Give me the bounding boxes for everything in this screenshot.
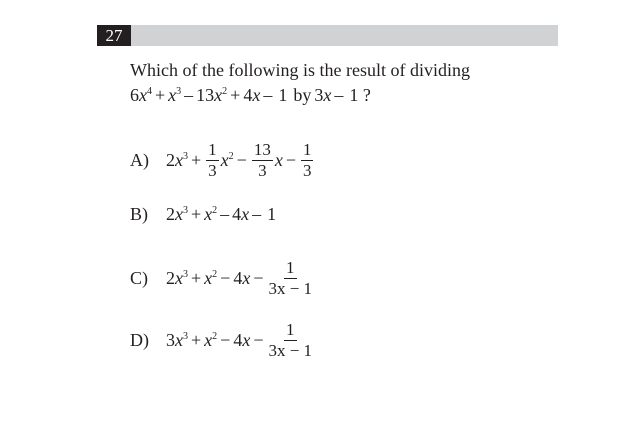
- exponent: 3: [176, 86, 182, 97]
- operator: −: [253, 268, 264, 288]
- operator: −: [220, 330, 231, 350]
- operator: −: [220, 268, 231, 288]
- variable: x: [204, 330, 213, 350]
- variable: x: [220, 150, 229, 170]
- term: [233, 268, 250, 289]
- coefficient: 4: [233, 268, 243, 288]
- option-label: B): [130, 204, 148, 224]
- variable: x: [274, 150, 283, 170]
- variable: x: [252, 85, 261, 105]
- option-expression: [166, 204, 279, 225]
- text-term: 1: [278, 85, 288, 105]
- numerator: 1: [208, 140, 217, 159]
- operator: –: [184, 85, 194, 105]
- term: [166, 268, 188, 289]
- operator: +: [191, 268, 202, 288]
- coefficient: 3: [314, 85, 324, 105]
- question-header-bar: [97, 25, 558, 46]
- variable: x: [323, 85, 332, 105]
- numerator: 1: [286, 320, 295, 339]
- operator: +: [191, 150, 202, 170]
- operator: –: [220, 204, 230, 224]
- coefficient: 4: [233, 330, 243, 350]
- fraction: [301, 140, 314, 181]
- exponent: 2: [212, 205, 218, 216]
- term: [243, 83, 260, 108]
- term: [204, 268, 217, 289]
- option-label: A): [130, 150, 149, 170]
- variable: x: [168, 85, 177, 105]
- text-term: by: [293, 85, 312, 105]
- numerator: 1: [302, 140, 312, 159]
- operator: +: [155, 85, 166, 105]
- term: [130, 83, 152, 108]
- operator: +: [191, 204, 202, 224]
- question-text: Which of the following is the result of dividing: [130, 60, 470, 80]
- variable: x: [241, 204, 250, 224]
- term: [314, 83, 331, 108]
- text-term: 1 ?: [349, 85, 371, 105]
- variable: x: [175, 330, 183, 350]
- operator: –: [334, 85, 344, 105]
- exponent: 2: [222, 86, 228, 97]
- coefficient: 6: [130, 85, 139, 105]
- option-label: D): [130, 330, 149, 350]
- fraction: [252, 140, 273, 181]
- operator: –: [252, 204, 262, 224]
- exponent: 2: [212, 269, 218, 280]
- exponent: 3: [183, 151, 188, 162]
- operator: +: [230, 85, 241, 105]
- exponent: 3: [183, 269, 188, 280]
- fraction: [268, 320, 312, 361]
- term: [204, 330, 217, 351]
- text-term: 1: [267, 204, 277, 224]
- question-number: 27: [97, 25, 131, 46]
- denominator: 3x − 1: [268, 279, 313, 298]
- question-stem: [130, 58, 470, 108]
- variable: x: [175, 204, 183, 224]
- coefficient: 4: [232, 204, 242, 224]
- denominator: 3x − 1: [268, 341, 313, 360]
- term: [221, 150, 234, 171]
- numerator: 13: [253, 140, 271, 159]
- variable: x: [242, 268, 251, 288]
- denominator: 3: [258, 161, 267, 180]
- term: [168, 83, 181, 108]
- term: [196, 83, 227, 108]
- operator: −: [253, 330, 264, 350]
- answer-option-c[interactable]: [130, 258, 314, 299]
- variable: x: [214, 85, 223, 105]
- coefficient: 2: [166, 204, 175, 224]
- coefficient: 2: [166, 150, 175, 170]
- term: [275, 150, 283, 171]
- exponent: 4: [147, 86, 152, 97]
- option-label: C): [130, 268, 148, 288]
- term: [233, 330, 250, 351]
- denominator: 3: [302, 161, 312, 180]
- coefficient: 3: [166, 330, 175, 350]
- exponent: 3: [183, 331, 188, 342]
- fraction: [268, 258, 312, 299]
- question-expression: [130, 83, 470, 108]
- term: [204, 204, 217, 225]
- exponent: 3: [183, 205, 188, 216]
- coefficient: 2: [166, 268, 175, 288]
- exponent: 2: [228, 151, 234, 162]
- term: [166, 150, 188, 171]
- answer-option-d[interactable]: [130, 320, 314, 361]
- answer-option-b[interactable]: [130, 204, 279, 225]
- operator: −: [236, 150, 247, 170]
- option-expression: [166, 258, 314, 299]
- numerator: 1: [286, 258, 295, 277]
- operator: +: [191, 330, 202, 350]
- variable: x: [139, 85, 147, 105]
- operator: –: [263, 85, 273, 105]
- term: [232, 204, 249, 225]
- variable: x: [242, 330, 251, 350]
- coefficient: 4: [243, 85, 253, 105]
- option-expression: [166, 140, 315, 181]
- operator: −: [285, 150, 296, 170]
- exponent: 2: [212, 331, 218, 342]
- answer-option-a[interactable]: [130, 140, 315, 181]
- variable: x: [175, 150, 183, 170]
- option-expression: [166, 320, 314, 361]
- term: [166, 330, 188, 351]
- variable: x: [204, 268, 213, 288]
- variable: x: [175, 268, 183, 288]
- coefficient: 13: [196, 85, 215, 105]
- denominator: 3: [208, 161, 217, 180]
- fraction: [206, 140, 219, 181]
- term: [166, 204, 188, 225]
- variable: x: [204, 204, 213, 224]
